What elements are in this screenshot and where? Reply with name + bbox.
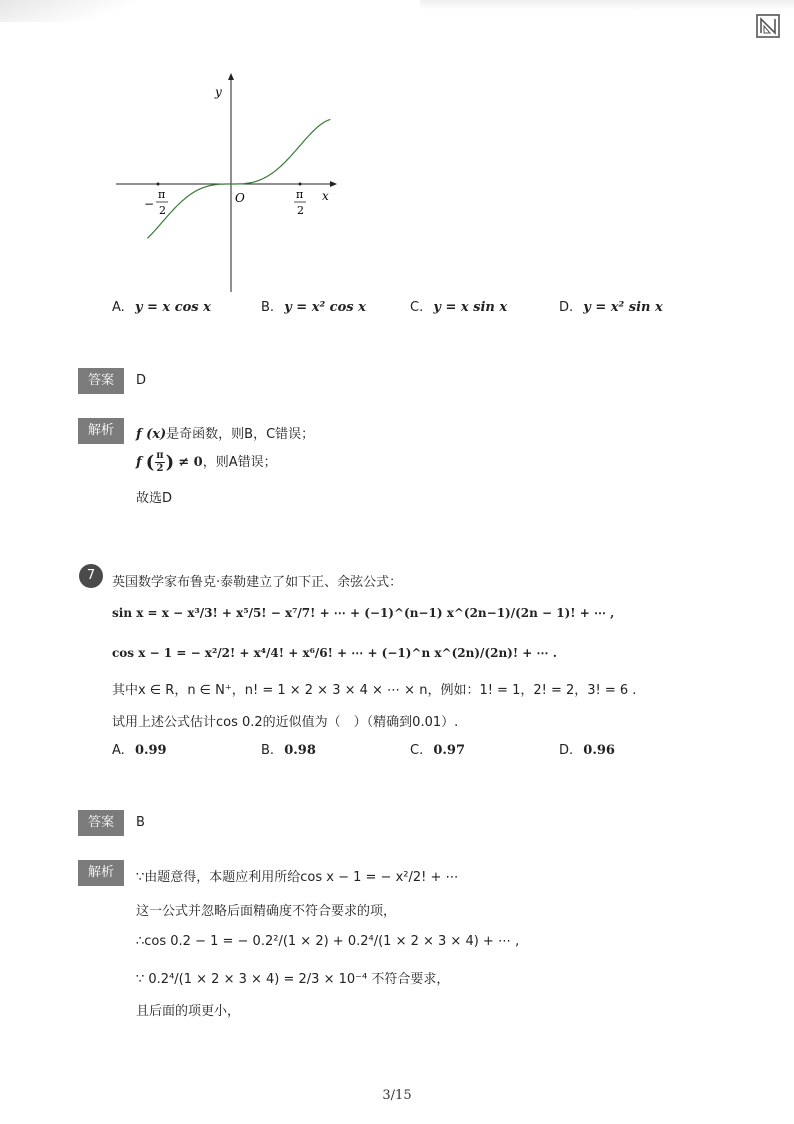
pos-tick-dot <box>299 183 302 186</box>
neg-tick-minus: − <box>144 197 155 211</box>
q7-sin-formula-text: sin x = x − x³/3! + x⁵/5! − x⁷/7! + ⋯ + (−1)^(n−1) x^(2n−1)/(2n − 1)! + ⋯ , <box>112 606 615 620</box>
q7-answer-badge: 答案 <box>78 810 124 836</box>
q7-analysis-line3: ∴cos 0.2 − 1 = − 0.2²/(1 × 2) + 0.2⁴/(1 × 2 × 3 × 4) + ⋯ , <box>136 934 520 949</box>
q7-where-text: 其中x ∈ R，n ∈ N⁺，n! = 1 × 2 × 3 × 4 × ⋯ × n，例如：1! = 1，2! = 2，3! = 6 . <box>112 683 637 698</box>
q7-option-b-label: B. <box>261 743 275 758</box>
q6-analysis-line2-f: f <box>136 455 142 470</box>
q7-analysis-line5: 且后面的项更小， <box>136 1004 241 1019</box>
q7-analysis-badge: 解析 <box>78 860 124 886</box>
q6-analysis-line2: f ( $\frac{\pi}{2}$ ) ≠ 0，则A错误； <box>136 450 277 474</box>
q7-option-a[interactable] <box>112 743 167 758</box>
pos-tick-numerator: π <box>296 188 304 201</box>
q6-analysis-line2-text: ，则A错误； <box>202 455 277 470</box>
q7-option-d[interactable] <box>559 743 615 758</box>
q7-option-c-value: 0.97 <box>433 743 466 758</box>
q7-intro: 英国数学家布鲁克·泰勒建立了如下正、余弦公式： <box>112 575 403 590</box>
q6-option-a-label: A. <box>112 300 125 315</box>
neg-tick-numerator: π <box>158 188 166 201</box>
q6-analysis-badge: 解析 <box>78 418 124 444</box>
q6-option-d-formula: y = x² sin x <box>583 300 663 315</box>
q6-answer-badge: 答案 <box>78 368 124 394</box>
page-corner-shadow <box>0 0 140 22</box>
q6-analysis-line1-text: 是奇函数，则B，C错误； <box>166 427 315 442</box>
x-axis-label: x <box>322 189 329 203</box>
y-axis-label: y <box>215 85 222 99</box>
page-number: 3/15 <box>382 1088 412 1103</box>
q6-option-b-formula: y = x² cos x <box>284 300 366 315</box>
q6-analysis-frac-den: 2 <box>156 463 164 474</box>
q6-option-c-formula: y = x sin x <box>433 300 508 315</box>
q7-option-d-value: 0.96 <box>583 743 615 758</box>
function-curve <box>147 119 330 238</box>
q7-analysis-line4: ∵ 0.2⁴/(1 × 2 × 3 × 4) = 2/3 × 10⁻⁴ 不符合要求， <box>136 972 450 987</box>
q7-option-c-label: C. <box>410 743 424 758</box>
q6-answer: D <box>136 373 147 388</box>
q6-analysis-frac-num: π <box>156 450 164 461</box>
q6-option-d-label: D. <box>559 300 574 315</box>
q6-analysis-fx: f (x) <box>136 427 167 442</box>
neg-tick-dot <box>157 183 160 186</box>
q6-option-a-formula: y = x cos x <box>134 300 211 315</box>
pos-tick-denominator: 2 <box>297 204 304 217</box>
q7-option-b-value: 0.98 <box>284 743 316 758</box>
q7-question: 试用上述公式估计cos 0.2的近似值为（ ）（精确到0.01）. <box>112 715 459 730</box>
logo-icon <box>756 14 780 38</box>
q6-option-c-label: C. <box>410 300 424 315</box>
q7-analysis-line2: 这一公式并忽略后面精确度不符合要求的项， <box>136 904 397 919</box>
q6-analysis-line2-neq: ≠ 0 <box>178 455 203 470</box>
q7-option-c[interactable] <box>410 743 465 758</box>
q7-number-badge: 7 <box>79 564 103 588</box>
neg-tick-denominator: 2 <box>159 204 166 217</box>
q6-option-a[interactable] <box>112 300 211 315</box>
q7-answer: B <box>136 815 145 830</box>
q7-analysis-line1: ∵由题意得，本题应利用所给cos x − 1 = − x²/2! + ⋯ <box>136 870 459 885</box>
q6-analysis-line3: 故选D <box>136 491 173 506</box>
q7-sin-formula <box>112 596 614 630</box>
origin-label: O <box>235 191 245 205</box>
q7-option-a-label: A. <box>112 743 125 758</box>
q7-option-b[interactable] <box>261 743 316 758</box>
q6-option-c[interactable] <box>410 300 507 315</box>
q6-option-b[interactable] <box>261 300 366 315</box>
q7-option-d-label: D. <box>559 743 574 758</box>
q6-option-d[interactable] <box>559 300 663 315</box>
q7-cos-formula-text: cos x − 1 = − x²/2! + x⁴/4! + x⁶/6! + ⋯ + (−1)^n x^(2n)/(2n)! + ⋯ . <box>112 646 557 660</box>
q7-cos-formula <box>112 636 557 670</box>
page-top-shadow <box>420 0 794 10</box>
q6-analysis-line1 <box>136 423 314 442</box>
q6-option-b-label: B. <box>261 300 275 315</box>
function-graph <box>100 60 350 300</box>
q7-option-a-value: 0.99 <box>134 743 167 758</box>
